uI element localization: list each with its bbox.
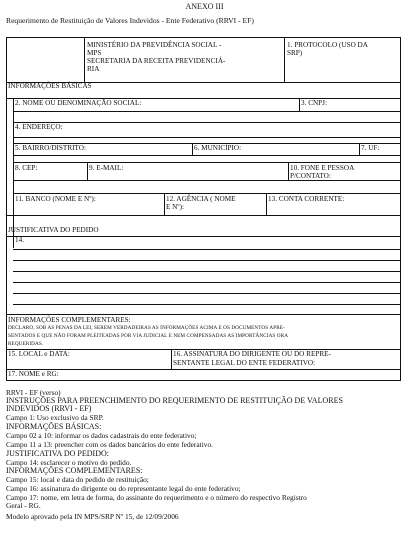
field-cnpj-label: 3. CNPJ:: [301, 99, 327, 107]
field-cep-label: 8. CEP:: [15, 164, 38, 172]
instructions-line: INSTRUÇÕES PARA PREENCHIMENTO DO REQUERIMENTO DE RESTITUIÇÃO DE VALORES: [6, 396, 343, 405]
org-line-3: SECRETARIA DA RECEITA PREVIDENCIÁ-: [87, 57, 226, 65]
writing-line: [13, 249, 400, 250]
field-local-data-label: 15. LOCAL e DATA:: [8, 350, 70, 358]
instructions-line: RRVI - EF (verso): [6, 388, 61, 397]
divider: [7, 236, 400, 237]
divider: [284, 38, 285, 82]
instructions-line: Campo 17: nome, em letra de forma, do assinante do requerimento e o número do respectivo Registro: [6, 493, 307, 502]
protocolo-label-1: 1. PROTOCOLO (USO DA: [287, 41, 368, 49]
divider: [7, 215, 400, 216]
divider: [13, 180, 400, 181]
divider: [87, 162, 88, 180]
field-agencia-label-2: E Nº):: [166, 203, 184, 211]
divider: [13, 137, 400, 138]
instructions-line: INFORMAÇÕES BÁSICAS:: [6, 422, 102, 431]
divider: [192, 143, 193, 155]
divider: [164, 193, 165, 215]
divider: [171, 349, 172, 369]
divider: [13, 162, 400, 163]
field-agencia-label-1: 12. AGÊNCIA ( NOME: [166, 195, 236, 203]
org-line-2: MPS: [87, 49, 102, 57]
instructions-line: Geral - RG.: [6, 501, 41, 510]
field-fone-label-1: 10. FONE E PESSOA: [290, 164, 355, 172]
field-email-label: 9. E-MAIL:: [89, 164, 124, 172]
field-nome-rg-label: 17. NOME e RG:: [8, 370, 59, 378]
writing-line: [13, 293, 400, 294]
divider: [13, 111, 400, 112]
writing-line: [13, 271, 400, 272]
field-bairro-label: 5. BAIRRO/DISTRITO:: [15, 144, 86, 152]
field-uf-label: 7. UF:: [361, 144, 380, 152]
divider: [13, 122, 400, 123]
field-nome-label: 2. NOME OU DENOMINAÇÃO SOCIAL:: [15, 99, 142, 107]
writing-line: [13, 260, 400, 261]
writing-line: [13, 282, 400, 283]
divider: [299, 98, 300, 111]
section-info-complementares: INFORMAÇÕES COMPLEMENTARES:: [8, 316, 131, 324]
instructions-line: JUSTIFICATIVA DO PEDIDO:: [6, 449, 109, 458]
divider: [7, 369, 400, 370]
divider: [84, 38, 85, 82]
field-conta-label: 13. CONTA CORRENTE:: [268, 195, 345, 203]
section-justificativa: JUSTIFICATIVA DO PEDIDO: [8, 226, 99, 234]
field-endereco-label: 4. ENDEREÇO:: [15, 123, 63, 131]
writing-line: [13, 304, 400, 305]
annex-label: ANEXO III: [185, 2, 224, 11]
instructions-line: Campo 1: Uso exclusivo da SRP.: [6, 413, 104, 422]
instructions-line: Campo 16: assinatura do dirigente ou do representante legal do ente federativo;: [6, 484, 241, 493]
section-info-basicas: INFORMAÇÕES BÁSICAS: [8, 82, 92, 90]
form-title: Requerimento de Restituição de Valores Indevidos - Ente Federativo (RRVI - EF): [6, 16, 254, 25]
field-assinatura-label-2: SENTANTE LEGAL DO ENTE FEDERATIVO:: [173, 359, 316, 367]
divider: [266, 193, 267, 215]
divider: [13, 155, 400, 156]
instructions-line: Campo 11 a 13: preencher com os dados bancários do ente federativo.: [6, 440, 214, 449]
field-justificativa-label: 14.: [15, 236, 24, 244]
org-line-1: MINISTÉRIO DA PREVIDÊNCIA SOCIAL -: [87, 41, 222, 49]
field-assinatura-label-1: 16. ASSINATURA DO DIRIGENTE OU DO REPRE-: [173, 350, 331, 358]
protocolo-label-2: SRP): [287, 49, 303, 57]
instructions-line: Campo 15: local e data do pedido de restituição;: [6, 475, 149, 484]
declaration-line-3: REQUERIDAS.: [8, 341, 44, 347]
divider: [288, 162, 289, 180]
declaration-line-2: SENTADOS E QUE NÃO FORAM PLEITEADAS POR VIA JUDICIAL E NEM COMPENSADAS AS IMPORTÂNCIAS ORA: [8, 333, 289, 339]
instructions-line: INFORMAÇÕES COMPLEMENTARES:: [6, 466, 143, 475]
divider: [13, 193, 400, 194]
request-form: [6, 37, 401, 381]
declaration-line-1: DECLARO, SOB AS PENAS DA LEI, SEREM VERDADEIRAS AS INFORMAÇÕES ACIMA E OS DOCUMENTOS APRE-: [8, 325, 285, 331]
divider: [7, 314, 400, 315]
instructions-line: Campo 02 a 10: informar os dados cadastrais do ente federativo;: [6, 431, 197, 440]
field-municipio-label: 6. MUNICÍPIO:: [194, 144, 242, 152]
org-line-4: RIA: [87, 65, 100, 73]
field-banco-label: 11. BANCO (NOME E Nº):: [15, 195, 96, 203]
instructions-line: Campo 14: esclarecer o motivo do pedido.: [6, 458, 132, 467]
instructions-line: INDEVIDOS (RRVI - EF): [6, 404, 92, 413]
field-fone-label-2: P/CONTATO:: [290, 172, 331, 180]
instructions-line: Modelo aprovado pela IN MPS/SRP Nº 15, de 12/09/2006: [6, 512, 179, 521]
divider: [359, 143, 360, 155]
